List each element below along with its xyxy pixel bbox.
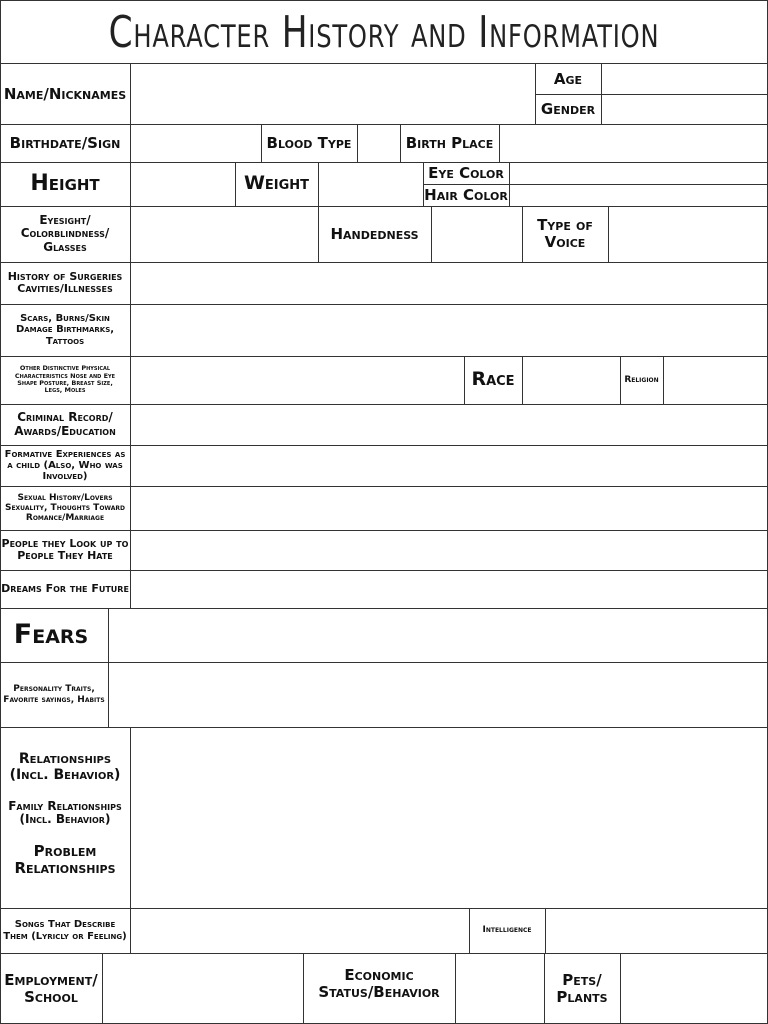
songs-label: Songs That Describe Them (Lyricly or Feeling) <box>3 919 127 942</box>
economic-label: Economic Status/Behavior <box>318 965 440 1001</box>
age-label: Age <box>553 69 583 88</box>
relationships-label: Relationships (Incl. Behavior) <box>9 751 121 783</box>
voice-label: Type of Voice <box>537 216 593 251</box>
name-label: Name/Nicknames <box>3 84 127 103</box>
pets-field[interactable] <box>621 954 767 1023</box>
dreams-field[interactable] <box>131 571 767 607</box>
race-label: Race <box>471 368 515 391</box>
employment-field[interactable] <box>103 954 302 1023</box>
height-field[interactable] <box>131 163 234 205</box>
relationships-field[interactable] <box>131 728 767 907</box>
gender-field[interactable] <box>602 95 767 123</box>
formative-label: Formative Experiences as a child (Also, Who was Involved) <box>4 448 126 483</box>
weight-field[interactable] <box>319 163 422 205</box>
eyesight-label: Eyesight/ Colorblindness/ Glasses <box>20 212 110 254</box>
blood-type-label: Blood Type <box>266 133 352 152</box>
age-field[interactable] <box>602 65 767 93</box>
birth-place-field[interactable] <box>500 125 767 161</box>
criminal-field[interactable] <box>131 405 767 444</box>
intelligence-field[interactable] <box>546 909 767 952</box>
height-label: Height <box>30 170 100 196</box>
employment-label: Employment/ School <box>4 970 98 1006</box>
intelligence-label: Intelligence <box>482 925 532 936</box>
fears-field[interactable] <box>109 609 767 661</box>
scars-label: Scars, Burns/Skin Damage Birthmarks, Tattoos <box>15 313 115 347</box>
hair-color-label: Hair Color <box>424 185 508 204</box>
eye-color-label: Eye Color <box>428 163 504 182</box>
blood-type-field[interactable] <box>358 125 399 161</box>
surgeries-field[interactable] <box>131 263 767 303</box>
economic-field[interactable] <box>456 954 543 1023</box>
sexual-field[interactable] <box>131 487 767 529</box>
name-field[interactable] <box>131 65 534 123</box>
criminal-label: Criminal Record/ Awards/Education <box>14 410 116 438</box>
fears-label: Fears <box>13 618 89 650</box>
handedness-label: Handedness <box>330 224 419 243</box>
voice-field[interactable] <box>609 207 767 261</box>
people-field[interactable] <box>131 531 767 569</box>
physical-field[interactable] <box>131 357 463 403</box>
people-label: People they Look up to People They Hate <box>1 536 129 562</box>
personality-label: Personality Traits, Favorite sayings, Habits <box>3 684 105 705</box>
birth-place-label: Birth Place <box>405 133 494 152</box>
religion-field[interactable] <box>664 357 767 403</box>
eye-color-field[interactable] <box>510 163 767 183</box>
eyesight-field[interactable] <box>131 207 317 261</box>
songs-field[interactable] <box>131 909 468 952</box>
sexual-label: Sexual History/Lovers Sexuality, Thoughts Toward Romance/Marriage <box>4 492 126 524</box>
scars-field[interactable] <box>131 305 767 355</box>
birthdate-label: Birthdate/Sign <box>9 133 121 152</box>
handedness-field[interactable] <box>432 207 521 261</box>
race-field[interactable] <box>523 357 619 403</box>
personality-field[interactable] <box>109 663 767 726</box>
pets-label: Pets/ Plants <box>556 970 608 1006</box>
page-title: Character History and Information <box>108 7 660 58</box>
hair-color-field[interactable] <box>510 185 767 205</box>
problem-relationships-label: Problem Relationships <box>14 842 116 877</box>
surgeries-label: History of Surgeries Cavities/Illnesses <box>7 269 123 295</box>
religion-label: Religion <box>624 374 659 385</box>
weight-label: Weight <box>243 172 310 195</box>
gender-label: Gender <box>540 99 596 118</box>
dreams-label: Dreams For the Future <box>1 581 129 595</box>
birthdate-field[interactable] <box>131 125 260 161</box>
formative-field[interactable] <box>131 446 767 485</box>
family-relationships-label: Family Relationships (Incl. Behavior) <box>8 798 122 826</box>
physical-label: Other Distinctive Physical Characteristics Nose and Eye Shape Posture, Breast Size, Legs, Moles <box>14 364 116 395</box>
